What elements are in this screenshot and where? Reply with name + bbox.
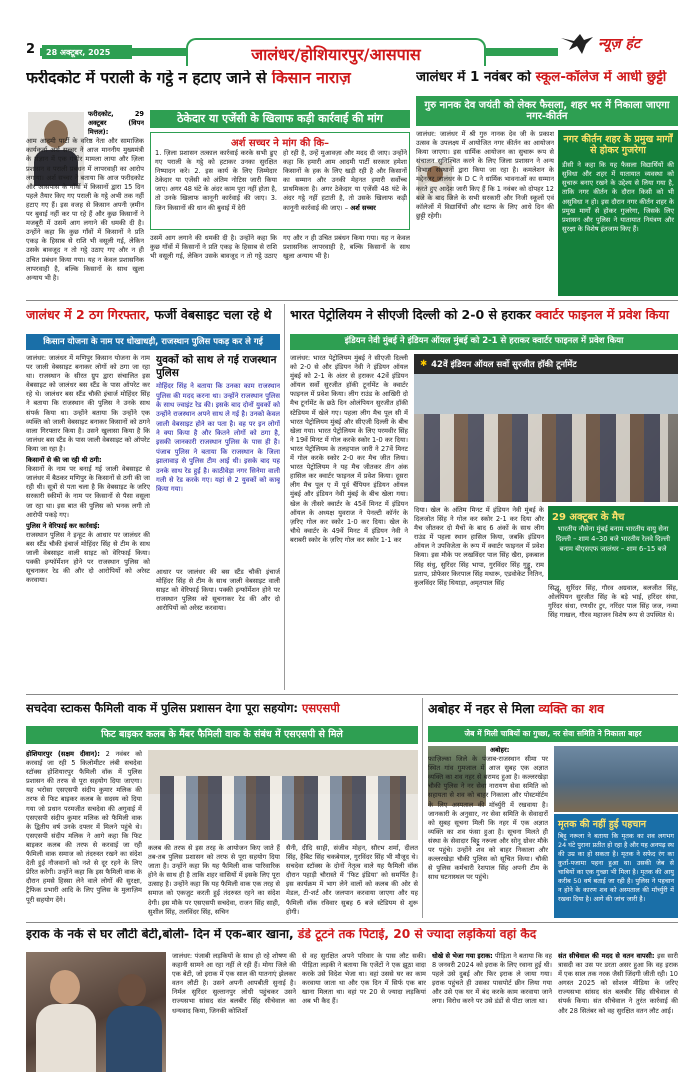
story-walk-byline: (सक्षम दीवान): [57,750,100,758]
demand-box-left: 1. ज़िला प्रशासन तत्काल कार्रवाई करके सभी ढुए गए पराली के गट्ठे को हटाकर उनका सुरक्षित निष्पादन करे। 2. इस कार्य के लिए जिम्मेदार ठेकेदार या एजेंसी को अंतिम नोटिस जारी किया जाए। अगर 48 घंटे के अंदर काम पूरा नहीं होता है, तो उनके खिलाफ कानूनी कार्रवाई की जाए। 3. जिन किसानों की धान की बुवाई में देरी [155,149,277,212]
hockey-photo-people [424,414,668,502]
walk-photo-group [160,776,406,840]
section-title [186,38,486,66]
story-holiday-sub: गुरु नानक देव जयंती को लेकर फैसला, शहर भर में निकाला जाएगा नगर-कीर्तन [416,96,678,126]
story-canal-sub: जेब में मिली चाबियों का गुच्छा, नर सेवा समिति ने निकाला बाहर [428,726,678,742]
story-stubble-continued: उसमें आग लगाने की धमकी दी है। उन्होंने कहा कि कुछ गाँवों में किसानों ने प्रति एकड़ के हिसाब से राशि भी वसूली गई, लेकिन उसके बावजूद न तो गट्ठे उठाए गए और न ही उचित प्रबंधन किया गया। यह न केवल प्रशासनिक लापरवाही है, बल्कि किसानों के साथ खुला अन्याय भी है। [150,234,410,261]
demand-box-title: अर्श सच्चर ने मांग की कि– [230,138,330,149]
story-fraud-headline-a: जालंधर में 2 ठग गिरफ्तार, [26,308,151,322]
canal-box-panel [554,814,678,918]
column-rule [422,698,423,918]
story-iraq [26,926,678,1072]
canal-box [554,746,678,918]
story-fraud-sub2: किसानों से की जा रही थी ठगी: [26,456,102,465]
hockey-photo-banner [414,354,678,374]
story-fraud-continued: आधार पर जालंधर की बस स्टैंड चौकी इंचार्ज मोहिंदर सिंह से टीम के साथ जाली वेबसाइट वाली साइट को वेरिफाई किया। पक्की इन्फॉर्मेशन होने पर राजस्थान पुलिस को सूचनाकर रेड की और दो आरोपियों को अरेस्ट करवाया। [156,568,280,613]
star-icon: ✱ [420,359,428,369]
story-iraq-col2 [302,952,426,1072]
story-canal-body-text: फाज़िल्का जिले के पंजाब-राजस्थान सीमा पर स्थित गांव गुमजाल में आज सुबह एक अज्ञात व्यक्ति का शव नहर से बरामद हुआ है। कल्लरखेड़ा चौकी पुलिस ने नर सेवा नारायण सेवा समिति को सहायता से शव को बाहर निकाला और पोस्टमॉर्टम के लिए अस्पताल की मॉर्च्युरी में रखवाया है। जानकारी के अनुसार, नर सेवा समिति के सेवादारों को सुबह सूचना मिली कि नहर में एक अज्ञात व्यक्ति का शव फंसा हुआ है। सूचना मिलते ही संस्था के सेवादार बिट्टू नरूला और सोनू ग्रोवर मौके पर पहुंचे। उन्होंने शव को बाहर निकाला और कल्लरखेड़ा चौकी पुलिस को सूचित किया। चौकी से पुलिस कर्मचारी रेशपाल सिंह अपनी टीम के साथ घटनास्थल पर पहुंचे। [428,755,548,882]
story-canal-dateline: अबोहर: [490,746,510,754]
story-walk-body-mid-text: कलब की तरफ से इस तरह के आयोजन किए जाते हैं तब-तब पुलिस प्रशासन को तरफ से पूरा सहयोग दिया जाता है। उन्होंने कहा कि यह फैमिली वाक पारिवारिक होने के साथ ही है ताकि शहर वासियों में इसके लिए पूरा उत्साह है। उन्होंने कहा कि यह फैमिली वाक एक तरह से समाज को एकजुट करती हुई तंदरुस्त रहने का संदेश देगी। इस मौके पर एसएसपी सचदेवा, राजन सिंह साही, सुशील सिंह, तलविंदर सिंह, सचिन [148,844,280,916]
person-head [50,970,80,1004]
story-stubble-byline: (विपन मित्तल): [88,119,144,137]
person-head [118,974,146,1006]
story-stubble-text-left [26,110,144,296]
story-canal-headline-a: अबोहर में नहर से मिला [428,702,535,716]
story-fraud-sub3: पुलिस ने वेरिफाई कर कार्रवाई: [26,521,100,530]
canal-box-title: मृतक की नहीं हुई पहचान [558,819,647,830]
story-holiday-headline [416,70,678,96]
story-fraud [26,304,280,690]
demand-box-right-text: हो रही है, उन्हें मुआवज़ा और मदद दी जाए। उन्होंने कहा कि हमारी आम आदमी पार्टी सरकार हमेशा किसानों के हक के लिए खड़ी रही है और किसानों का सम्मान और उनकी मेहनत हमारी सर्वोच्च प्राथमिकता है। अगर ठेकेदार या एजेंसी 48 घंटे के अंदर गट्ठे नहीं हटाती है, तो उसके खिलाफ कड़ी कानूनी कार्रवाई की जाए। – [283,149,407,212]
masthead [0,0,696,66]
divider [26,300,678,301]
story-canal-body [428,746,548,918]
story-hockey-headline [290,308,678,330]
story-walk-sub: फिट बाइकर कलब के मैंबर फैमिली वाक के संबंध में एसएसपी से मिले [26,726,418,744]
section-title-text: जालंधर/होशियारपुर/आसपास [251,45,421,64]
story-holiday [416,70,678,296]
story-iraq-headline-a: इराक के नर्क से घर लौटी बेटी,बोली- दिन में एक-बार खाना, [26,928,294,941]
story-stubble [26,70,410,296]
story-walk [26,698,418,918]
hockey-photo-sky [414,374,678,414]
story-stubble-headline-b: किसान नाराज़ [271,70,351,87]
story-holiday-headline-a: जालंधर में 1 नवंबर को [416,70,531,85]
story-iraq-col1 [172,952,296,1072]
divider [26,922,678,923]
demand-box-sign: अर्श सच्चर [350,203,376,212]
story-canal-headline-b: व्यक्ति का शव [538,702,605,716]
page-number: 2 [26,42,40,60]
hockey-photo-label: 42वें इंडियन ऑयल सर्वो सुरजीत हॉकी टूर्नामेंट [431,359,577,370]
fixtures-box-title: 29 अक्टूबर के मैच [552,512,625,523]
column-rule [284,304,285,690]
story-hockey-body-right-text: दिया। खेल के अंतिम मिनट में इंडियन नेवी मुंबई के दिलजोत सिंह ने गोल कर स्कोर 2-1 कर दिया और मैच जीतकर दो मैचों के बाद 6 अंकों के साथ लीग राउंड में पहला स्थान हासिल किया, जबकि इंडियन ऑयल ने उपविजेता के रूप में क्वार्टर फाइनल में प्रवेश किया। इस मौके पर लखविंदर पाल सिंह खैरा, इकबाल सिंह संधु, सुरिंदर सिंह भापा, गुरविंदर सिंह गुड्डू, राम प्रताप, प्रोफेसर किरपाल सिंह मथारू, एडवोकेट नितिन, कुलविंदर सिंह थियाड़ा, अमृतपाल सिंह [414,506,544,587]
story-iraq-col1-text: जालंधर: पंजाबी लड़कियों के साथ हो रहे शोषण की कहानी सामने आ रहा नहीं ले रही हैं। मोगा जिले की एक बेटी, जो इराक में एक साल की यातनाएं झेलकर वतन लौटी है। उसने अपनी आपबीती सुनाई है। निर्मल सुरिंदर सुल्तानपुर लोधी पहुंचकर उसने राज्यसभा सांसद संत बलबीर सिंह सीचेवाल का धन्यवाद किया, जिनकी कोशिशों [172,952,296,1015]
story-stubble-dateline: फरीदकोट, 29 अक्टूबर [88,110,144,128]
story-canal [428,698,678,918]
story-walk-headline-a: सचदेवा स्टाकस फैमिली वाक में पुलिस प्रशासन देगा पूरा सहयोग: [26,702,298,715]
story-iraq-col4-title: संत सीचेवाल की मदद से वतन वापसी: [558,952,655,960]
story-hockey-body [290,354,408,690]
story-fraud-body3: राजस्थान पुलिस ने इन्हूट के आधार पर जालंधर की बस स्टैंड चौकी इंचार्ज मोहिंदर सिंह से टीम के साथ जाली वेबसाइट वाली साइट को वेरिफाई किया। पक्की इन्फॉर्मेशन होने पर राजस्थान पुलिस को सूचनाकर रेड की और दो आरोपियों को अरेस्ट करवाया। [26,530,150,585]
canal-box-photo [554,746,678,812]
story-iraq-col2-text: से वह सुरक्षित अपने परिवार के पास लौट सकी। पीड़िता लड़की ने बताया कि एजेंटों ने एक झूठा वादा करके उसे विदेश भेजा था। वहां उससे घर का काम करवाया जाता था और एक दिन में सिर्फ एक बार खाना मिलता था। वहां पर 20 से ज्यादा लड़कियां अब भी कैद हैं। [302,952,426,1006]
story-iraq-col3-title: धोखे से भेजा गया इराक: [432,952,493,960]
brand-logo [558,26,678,62]
story-holiday-body-text: जालंधर: जालंधर में श्री गुरु नानक देव जी के प्रकाश उत्सव के उपलक्ष्य में आयोजित नगर कीर्तन का आयोजन किया जाएगा। इस धार्मिक आयोजन का सुचारू रूप से संचालन सुनिश्चित करने के लिए जिला प्रशासन ने अन्य विभाग संस्थानों द्वारा किया जा रहा है। कमलेशन के मद्देनजर जालंधर के D C ने धार्मिक भावनाओं का सम्मान करते हुए आदेश जारी किए हैं कि 1 नवंबर को दोपहर 12 बजे के बाद जिले के सभी सरकारी और निजी स्कूलों एवं कॉलेजों में विद्यार्थियों और स्टाफ के लिए आधे दिन की छुट्टी रहेगी। [416,130,554,220]
story-holiday-body [416,130,554,296]
hockey-photo [414,354,678,502]
fixtures-box-body: भारतीय नौसेना मुंबई बनाम भारतीय वायु सेना दिल्ली – शाम 4–30 बजे भारतीय रेलवे दिल्ली बनाम बीएसएफ जालंधर – शाम 6–15 बजे [556,525,670,553]
story-walk-body-mid [148,844,280,918]
fraud-box [156,354,280,564]
procession-box-body: डीसी ने कहा कि यह फैसला विद्यार्थियों की सुविधा और शहर में यातायात व्यवस्था को सुचारू बनाए रखने के उद्देश्य से लिया गया है, ताकि नगर कीर्तन के दौरान किसी को भी असुविधा न हो। इस दौरान नगर कीर्तन शहर के प्रमुख मार्गों से होकर गुजरेगा, जिसके लिए प्रशासन और पुलिस ने यातायात नियंत्रण और सुरक्षा के विशेष इंतजाम किए हैं। [562,160,674,234]
demand-box-right [283,149,407,229]
story-iraq-col3-text: पीड़िता ने बताया कि वह 8 जनवरी 2024 को इराक के लिए रवाना हुई थी। पहले उसे दुबई और फिर इराक ले जाया गया। इराक पहुंचते ही उसका पासपोर्ट छीन लिया गया और उसे एक घर में बंद करके काम करवाया जाने लगा। विरोध करने पर उसे डंडों से पीटा जाता था। [432,952,552,1006]
fixtures-box [548,506,678,580]
story-walk-body-text: 2 नवंबर को करवाई जा रही 5 किलोमीटर लंबी सचदेवा स्टॉक्स होशियारपुर फैमिली वॉक में पुलिस प्रशासन की तरफ से पूरा सहयोग दिया जाएगा। यह भरोसा एसएसपी संदीप कुमार मलिक की तरफ से फिट बाइकर कलब के सदस्य को दिया गया जो प्रधान परमजीत सचदेवा की अगुवाई में एसएसपी संदीप कुमार मलिक को फैमिली वाक के द्वितीय वर्ष उनके दफ्तर में मिलने पहुंचे थे। एसएसपी संदीप मलिक ने आगे कहा कि फिट बाइकर कलब की तरफ से करवाई जा रही फैमिली वाक समाज को तंदरुस्त रखने का संदेश देती हुई नौजवानों को नशे से दूर रहने के लिए प्रेरित करेगी। उन्होंने कहा कि इस फैमिली वाक के दौरान हमसे हिस्सा लेने वाले लोगों की सुरक्षा, ट्रैफिक प्रभारी आदि के लिए पुलिस के मुलाज़िम पूरी सहयोग देंगे। [26,750,142,904]
story-walk-headline-b: एसएसपी [302,702,340,715]
story-hockey-names [548,584,678,690]
story-iraq-headline [26,928,678,948]
brand-name: न्यूज़ हंट [598,36,641,52]
story-walk-body-right [286,844,418,918]
fraud-box-body: मोहिंदर सिंह ने बताया कि उनका काम राजस्थान पुलिस की मदद करना था। उन्होंने राजस्थान पुलिस के साथ ज्वाइंट रेड की। इसके बाद दोनों युवकों को उन्होंने राजस्थान अपने साथ ले गई है। उनको केवल जाली वेबसाइट होने का पता है। वह पर इन लोगों ने क्या किया है और कितने लोगों को ठगा है, इसकी जानकारी राजस्थान पुलिस के पास ही है। पंजाब पुलिस ने बताया कि राजस्थान के जिला झालावाड़ से पुलिस टीम आई थी। इसके बाद यह उनके साथ रेड हुई है। काठीवेड़ा नगर सिनेमा वाली गली से रेड करके गए। यहां से 2 युवकों को काबू किया गया। [156,382,280,494]
story-iraq-col3 [432,952,552,1072]
story-stubble-body: आम आदमी पार्टी के वरिष्ठ नेता और सामाजिक कार्यकर्ता अर्श सच्चर ने आज माननीय मुख्यमंत्री के संज्ञान में एक गंभीर मामला लाया और ज़िला प्रशासन व पराली प्रबंधन में लापरवाही का आरोप लगाया। अर्श सच्चर ने बताया कि आज फरीदकोट और आसपास के गाँवों में किसानों द्वारा 15 दिन पहले तैयार किए गए पराली के गट्ठे अभी तक नहीं हटाए गए हैं। इस वजह से किसान अपनी ज़मीन पर बुवाई नहीं कर पा रहे हैं और कुछ किसानों ने मजबूरी में उसमें आग लगाने की धमकी दी है। उन्होंने कहा कि कुछ गाँवों में किसानों ने प्रति एकड़ के हिसाब से राशि भी वसूली गई, लेकिन उसके बावजूद न तो गट्ठे उठाए गए और न ही उचित प्रबंधन किया गया। यह न केवल प्रशासनिक लापरवाही है, बल्कि किसानों के साथ खुला अन्याय भी है। [26,137,144,282]
story-walk-body [26,750,142,918]
story-stubble-headline [26,70,410,108]
story-fraud-body-text: जालंधर: जालंधर में मणिपुर किसान योजना के नाम पर जाली वेबसाइट बनाकर लोगों को ठगा जा रहा था। राजस्थान के सीरत ग्रुप द्वारा संचालित इस वेबसाइट को जालंधर बस स्टैंड के पास ऑपरेट कर रहे थे। जालंधर बस स्टैंड चौकी इंचार्ज मोहिंदर सिंह ने बताया कि राजस्थान की पुलिस ने उनके साथ संपर्क किया था। उन्होंने बताया कि उन्होंने एक व्यक्ति को जाली वेबसाइट बनाकर किसानों को ठगने वाला गिरफ्तार किया है। उसने खुलासा किया है कि जालंधर बस स्टैंड के पास जाली वेबसाइट को ऑपरेट किया जा रहा है। [26,354,150,453]
story-walk-body-right-text: सैनी, दीदि साही, संजीव मोहन, सौरभ शर्मा, दीलत सिंह, हैबिट सिंह चकबेयाल, गुरविंदर सिंह भी मौजूद थे। सचदेवा स्टॉक्स के दोनों नेतृत्व वाले यह फैमिली वॉक दौरान पहाड़ी चौरास्ते में 'फिट इंडिया' को समर्पित है। इस कार्यक्रम में भाग लेने वालों को कलब की ओर से मेडल, टी-शर्ट और जलपान करवाया जाएगा और यह फैमिली वॉक रविवार सुबह 6 बजे स्टेडियम से शुरू होगी। [286,844,418,916]
walk-photo [148,750,418,840]
story-fraud-body2: किसानों के नाम पर बनाई गई जाली वेबसाइट से जालंधर में बैठकर मणिपुर के किसानों से ठगी की जा रही थी। सूत्रों से पता चला है कि वेबसाइट के जरिए सरकारी स्कीमों के नाम पर किसानों से पैसा वसूला जा रहा था। इस बात की पुलिस को भनक लगी तो आरोपी पकड़े गए। [26,465,150,519]
story-stubble-headline-a: फरीदकोट में पराली के गट्ठे न हटाए जाने से [26,70,267,87]
story-holiday-headline-b: स्कूल-कॉलेज में आधी छुट्टी [535,70,667,85]
divider [26,694,678,695]
story-iraq-headline-b: डंडे टूटने तक पिटाई, 20 से ज्यादा लड़कियां वहां कैद [297,928,537,941]
story-hockey-body-text: जालंधर: भारत पेट्रोलियम मुंबई ने सीएजी दिल्ली को 2-0 से और इंडियन नेवी ने इंडियन ऑयल मुंबई को 2-1 के अंतर से हराकर 42वें इंडियन ऑयल सर्वो सुरजीत हॉकी टूर्नामेंट के क्वार्टर फाइनल में प्रवेश किया। लीग राउंड के आखिरी दो मैच टूर्नामेंट के छठे दिन ओलंपियन सुरजीत हॉकी स्टेडियम में खेले गए। पहला लीग मैच पूल सी में भारत पेट्रोलियम मुंबई और सीएजी दिल्ली के बीच खेला गया। भारत पेट्रोलियम के लिए परमवीर सिंह ने 19वें मिनट में गोल करके स्कोर 1-0 कर दिया। भारत पेट्रोलियम के तलहपाल जारी ने 27वें मिनट में गोल करके स्कोर 2-0 कर मैच जीत लिया। भारत पेट्रोलियम ने यह मैच जीतकर तीन अंक हासिल कर क्वार्टर फाइनल में प्रवेश किया। दूसरा लीग मैच पूल ए में पूर्व चैंपियन इंडियन ऑयल मुंबई और इंडियन नेवी मुंबई के बीच खेला गया। खेल के तीसरे क्वार्टर के 45वें मिनट में इंडियन ऑयल के अध्यक्ष युवराज ने पेनल्टी कॉर्नर के ज़रिए गोल कर स्कोर 1-0 कर दिया। खेल के चौथे क्वार्टर के 49वें मिनट में इंडियन नेवी ने बराबरी स्कोर के ज़रिए गोल कर स्कोर 1-1 कर [290,354,408,544]
story-stubble-sub: ठेकेदार या एजेंसी के खिलाफ कड़ी कार्रवाई की मांग [150,110,410,128]
person-body [36,1004,96,1072]
story-fraud-sub: किसान योजना के नाम पर धोखाधड़ी, राजस्थान पुलिस पकड़ कर ले गई [26,334,280,350]
story-hockey [290,304,678,690]
story-walk-headline [26,702,418,724]
fraud-box-title: युवकों को साथ ले गई राजस्थान पुलिस [156,354,277,379]
procession-box [558,130,678,296]
story-hockey-body-right [414,506,544,690]
story-hockey-headline-a: भारत पेट्रोलियम ने सीएजी दिल्ली को 2-0 से हराकर [290,308,531,322]
story-fraud-headline [26,308,280,330]
story-walk-dateline: होशियारपुर [26,750,53,758]
story-iraq-col4-text: इस सारी त्रासदी का उस पर डरता असर हुआ कि वह इराक में एक साल तक नरक जैसी जिंदगी जीती रही। 10 अगस्त 2025 को सोशल मीडिया के जरिए राज्यसभा सांसद संत बलबीर सिंह सीचेवाल से संपर्क किया। संत सीचेवाल ने तुरंत कार्रवाई की और 28 सितंबर को वह सुरक्षित वतन लौट आई। [558,952,678,1015]
person-body [106,1006,162,1072]
story-hockey-names-text: सिद्धू, सुरिंदर सिंह, गौरव अग्रवाल, बलजीत सिंह, ओलंपियन सुरजीत सिंह के बड़े भाई, हरिंदर संघा, गुरिंदर संधा, रणधीर टुर, नरिंदर पाल सिंह जज, नव्या सिंह गाखल, गौरव महाजन विशेष रूप से उपस्थित थे। [548,584,678,620]
masthead-date: 28 अक्टूबर, 2025 [42,45,132,59]
story-hockey-sub: इंडियन नेवी मुंबई ने इंडियन ऑयल मुंबई को 2-1 से हराकर क्वार्टर फाइनल में प्रवेश किया [290,334,678,350]
story-fraud-body [26,354,150,690]
eagle-icon [560,30,594,56]
canal-box-body: बिट्टू नरूला ने बताया कि मृतक का शव लगभग 24 घंटे पुराना प्रतीत हो रहा है और यह अनपढ़ स्थ की उम्र का हो सकता है। मृतक ने सफेद रंग का कुर्ता-पजामा पहना हुआ था। उसकी जेब से चाबियों का एक गुच्छा भी मिला है। मृतक की आयु करीब 50 वर्ष बताई जा रही है। पुलिस ने पहचान न होने के कारण शव को अस्पताल की मॉर्च्युरी में रखवा दिया है। आगे की जांच जारी है। [558,832,674,903]
procession-box-title: नगर कीर्तन शहर के प्रमुख मार्गों से होकर गुजरेगा [563,134,673,157]
story-iraq-col4 [558,952,678,1072]
iraq-photo [26,952,166,1072]
demand-box [150,132,410,230]
story-hockey-headline-b: क्वार्टर फाइनल में प्रवेश किया [535,308,669,322]
story-fraud-headline-b: फर्जी वेबसाइट चला रहे थे [154,308,272,322]
story-canal-headline [428,702,678,724]
